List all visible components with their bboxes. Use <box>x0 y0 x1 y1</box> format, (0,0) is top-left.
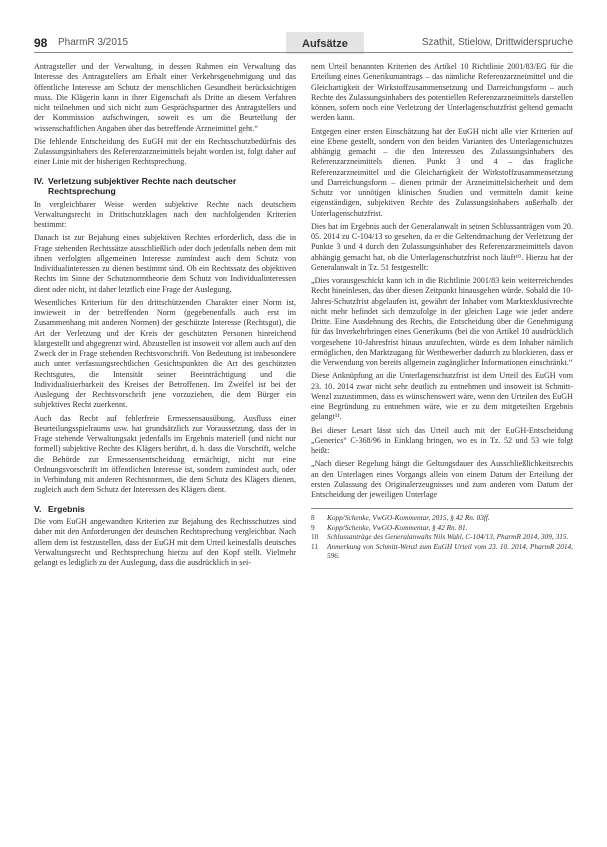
footnote-number: 11 <box>311 541 319 551</box>
paragraph: Die fehlende Entscheidung des EuGH mit der ein Rechtsschutzbedürfnis des Zulassungsinhabers des Referenzarzneimittels bejaht worden ist, folgt daher auf einer Linie mit der bisherigen Rechtsprechung. <box>34 136 296 167</box>
paragraph: Entgegen einer ersten Einschätzung hat der EuGH nicht alle vier Kriterien auf eine Ebene gestellt, sondern von den beiden Varianten des Unterlagenschutzes abhängig gemacht – die den Interessen des Zulassungsinhabers des Referenzarzneimittels dienen. Punkt 3 und 4 – das fragliche Referenzarzneimittel und die Gleichartigkeit der Wirkstoffzusammensetzung und Darreichungsform – dienen primär der Arzneimittelsicherheit und dem Schutz vor unnötigen klinischen Studien und vermitteln damit keine eigenständigen, subjektiven Rechte des Zulassungsinhabers außerhalb der Unterlagenschutzfrist. <box>311 126 573 218</box>
quotation: „Dies vorausgeschickt kann ich in die Richtlinie 2001/83 kein weiterreichendes Recht hineinlesen, das über diesen Zeitpunkt hinausgehen würde. Sobald die 10-Jahres-Schutzfrist abgelaufen ist, gewährt der Inhaber vom Marktexklusivrechte nicht mehr befindet sich demzufolge in der gleichen Lage wie jeder andere Dritte. Eine Ausdehnung des Rechts, die Entscheidung über die Genehmigung für das Inverkehrbringen eines Generikums (bei die von Artikel 10 ausdrücklich vorgesehene 10-Jahresfrist hinaus anzufechten, würde es dem Inhaber nämlich ermöglichen, den Marktzugang für Wettbewerber dadurch zu blockieren, dass er die Verwendung von bereits allgemein zugänglicher Informationen einschränkt.“ <box>311 276 573 367</box>
section-heading-iv <box>34 176 296 197</box>
footnote-text: Anmerkung von Schmitt-Wenzl zum EuGH Urteil vom 23. 10. 2014, PharmR 2014, 596. <box>327 541 573 560</box>
section-label: Aufsätze <box>286 32 364 54</box>
footnote-number: 10 <box>311 532 319 542</box>
footnote-text: Kopp/Schenke, VwGO-Kommentar, § 42 Rn. 81. <box>327 522 468 532</box>
paragraph: Antragsteller und der Verwaltung, in dessen Rahmen ein Verwaltung das Interesse des Antragstellers am Erhalt einer Verkehrsgenehmigung und das öffentliche Interesse am Schutz der menschlichen Gesundheit berücksichtigen muss. Die Klägerin kann in ihrer Eigenschaft als Dritte an diesem Verfahren nicht teilnehmen und sich nicht zum Gesprächspartner des Antragstellers und der Kommission aufschwingen, soweit es um die Beurteilung der wissenschaftlichen Angaben über das betreffende Arzneimittel geht.“ <box>34 62 296 133</box>
heading-number: IV. <box>34 175 44 186</box>
header-rule <box>34 52 573 53</box>
right-column <box>311 62 573 560</box>
paragraph: In vergleichbarer Weise werden subjektive Rechte nach deutschem Verwaltungsrecht in Drittschutzklagen nach den nachfolgenden Kriterien bestimmt: <box>34 199 296 229</box>
journal-citation: PharmR 3/2015 <box>58 37 129 48</box>
page-header <box>34 30 573 52</box>
footnote <box>311 532 573 541</box>
paragraph: Danach ist zur Bejahung eines subjektiven Rechtes erforderlich, dass die in Frage stehenden Rechtssätze ausschließlich oder doch jedenfalls neben dem mit ihnen verfolgten allgemeinen Interesse zumindest auch dem Schutz von Individualinteressen zu dienen bestimmt sind. Ob ein Rechtssatz des objektiven Rechts im Sinne der Schutznormtheorie dem Schutz von Individualinteressen dient oder nicht, ist daher letztlich eine Frage der Auslegung. <box>34 233 296 294</box>
paragraph: Diese Anknüpfung an die Unterlagenschutzfrist ist dem Urteil des EuGH vom 23. 10. 2014 zwar nicht sehr deutlich zu entnehmen und insoweit ist Schmitt-Wenzl zuzustimmen, dass es wünschenswert wäre, wenn den Urteilen des EuGH eine Begründung zu entnehmen wäre, wie er zu dem mitgeteilten Ergebnis gelangt¹¹. <box>311 371 573 422</box>
footnote <box>311 523 573 532</box>
footnote <box>311 513 573 522</box>
footnote-number: 9 <box>311 522 315 532</box>
heading-text: Ergebnis <box>48 503 85 514</box>
footnote-number: 8 <box>311 513 315 523</box>
paragraph: nem Urteil benannten Kriterien des Artikel 10 Richtlinie 2001/83/EG für die Erteilung eines Generikumantrags – das nämliche Referenzarzneimittel und die Gleichartigkeit der Wirkstoffzusammensetzung und Darreichungsform – auch Rechte des Zulassungsinhabers des potentiellen Referenzarzneimittels darstellen können, sofern noch eine Verletzung der Unterlagenschutzfrist geltend gemacht werden kann. <box>311 62 573 123</box>
footnote <box>311 542 573 560</box>
paragraph: Bei dieser Lesart lässt sich das Urteil auch mit der EuGH-Entscheidung „Generics“ C-368/96 in Einklang bringen, wo es in Tz. 52 und 53 wie folgt heißt: <box>311 425 573 455</box>
heading-number: V. <box>34 503 42 514</box>
footnotes <box>311 508 573 560</box>
footnote-text: Schlussanträge des Generalanwalts Nils Wahl, C-104/13, PharmR 2014, 309, 315. <box>327 532 569 542</box>
left-column <box>34 62 296 571</box>
paragraph: Wesentliches Kriterium für den drittschützenden Charakter einer Norm ist, inwieweit in der betreffenden Norm (gegebenenfalls auch erst im Zusammenhang mit anderen Normen) der geschützte Interesse (Rechtsgut), die Art der Verletzung und der Kreis der geschützten Personen hinreichend klargestellt und abgegrenzt wird. Abzustellen ist insoweit vor allem auch auf den Zweck der in Frage stehenden Rechtsvorschrift. Von Bedeutung ist insbesondere auch unter verfassungsrechtlichen Gesichtspunkten die Art des geschützten Rechtsgutes, die Intensität seiner Beeinträchtigung und die Individualisierbarkeit des Kreises der Betroffenen. Im Zweifel ist bei der Auslegung der Rechtsvorschrift jene vorzuziehen, die dem Bürger ein subjektives Recht zuerkennt. <box>34 297 296 410</box>
page-number: 98 <box>34 36 48 50</box>
heading-text-continued: Rechtsprechung <box>48 186 116 196</box>
paragraph: Auch das Recht auf fehlerfreie Ermessensausübung, Ausfluss einer Beurteilungsspielraums usw. hat grundsätzlich zur Voraussetzung, dass der in Frage stehende Verwaltungsakt jedenfalls im Ergebnis materiell (und nicht nur formell) subjektive Rechte des Klägers berührt, d. h. dass die Vorschrift, welche die Behörde zur Ermessensentscheidung ermächtigt, nicht nur eine Ordnungsvorschrift im öffentlichen Interesse ist, sondern zumindest auch, oder in Verbindung mit anderen Rechtsnormen, die dem Schutz des Klägers dienen, zugleich auch dem Schutz der Interessen des Klägers dient. <box>34 413 296 495</box>
footnote-text: Kopp/Schenke, VwGO-Kommentar, 2015, § 42 Rn. 83ff. <box>327 513 490 523</box>
heading-text: Verletzung subjektiver Rechte nach deutscher <box>48 175 237 186</box>
quotation: „Nach dieser Regelung hängt die Geltungsdauer des Ausschließlichkeitsrechts an den Unterlagen eines Vorgangs allein von einem Datum der Erteilung der ersten Zulassung des Originalerzeugnisses und zum anderen vom Datum der Entscheidung der jeweiligen Unterlage <box>311 459 573 499</box>
paragraph: Die vom EuGH angewandten Kriterien zur Bejahung des Rechtsschutzes sind daher mit den Anforderungen der deutschen Rechtsprechung vergleichbar. Nach allem dem ist festzustellen, dass der EuGH mit dem Urteil keinesfalls deutsches Verwaltungsrecht und Rechtsprechung hierzu auf den Kopf stellt. Vielmehr gelangt es lediglich zu der Auslegung, dass die ausdrücklich in sei- <box>34 517 296 567</box>
running-authors: Szathit, Stielow, Drittwiderspruche <box>421 37 573 48</box>
section-heading-v <box>34 504 296 515</box>
paragraph: Dies hat im Ergebnis auch der Generalanwalt in seinen Schlussanträgen vom 20. 05. 2014 zu C-104/13 so gesehen, da er die Geltendmachung der Verletzung der Punkte 3 und 4 durch den Zulassungsinhaber des Referenzarzneimittels davon abhängig gemacht hat, ob die Unterlagenschutzfrist noch läuft¹⁰. Hierzu hat der Generalanwalt in Tz. 51 festgestellt: <box>311 221 573 272</box>
